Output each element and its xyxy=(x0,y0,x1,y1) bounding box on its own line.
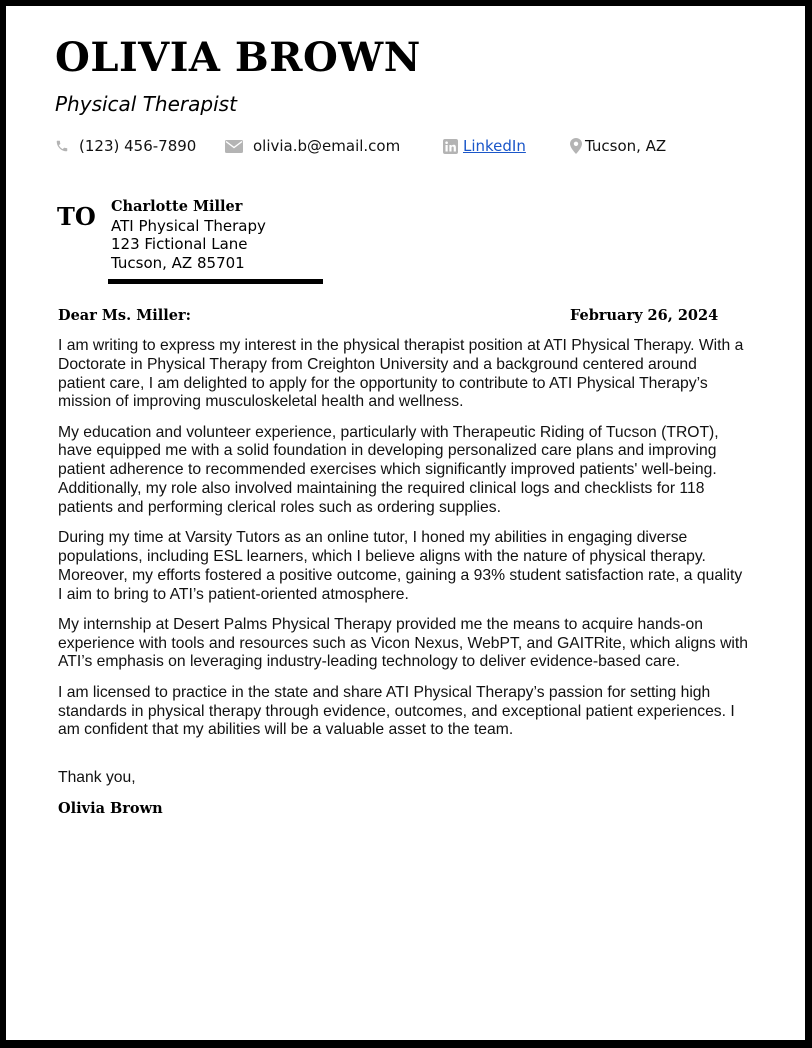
recipient-name: Charlotte Miller xyxy=(111,198,243,215)
closing: Thank you, xyxy=(58,769,136,786)
email-address: olivia.b@email.com xyxy=(253,137,401,155)
contact-linkedin[interactable] xyxy=(443,135,526,157)
signature-name: Olivia Brown xyxy=(58,800,163,817)
applicant-name: OLIVIA BROWN xyxy=(55,34,421,81)
applicant-title: Physical Therapist xyxy=(55,92,237,116)
location-text: Tucson, AZ xyxy=(585,137,667,155)
map-pin-icon xyxy=(570,138,582,154)
body-paragraph: I am licensed to practice in the state and share ATI Physical Therapy’s passion for setting high standards in physical therapy through evidence, outcomes, and exceptional patient experiences. I am confident that my abilities will be a valuable asset to the team. xyxy=(58,683,735,739)
to-label: TO xyxy=(57,202,96,231)
phone-number: (123) 456-7890 xyxy=(79,137,197,155)
body-paragraph: My education and volunteer experience, particularly with Therapeutic Riding of Tucson (TROT), have equipped me with a solid foundation in developing personalized care plans and improving patient adherence to recommended exercises which significantly improved patients' well-being. Additionally, my role also involved maintaining the required clinical logs and checklists for 118 patients and performing clerical roles such as ordering supplies. xyxy=(58,423,719,516)
envelope-icon xyxy=(225,140,243,153)
letter-body xyxy=(58,337,748,752)
contact-phone xyxy=(55,135,196,157)
body-paragraph: During my time at Varsity Tutors as an online tutor, I honed my abilities in engaging diverse populations, including ESL learners, which I believe aligns with the nature of physical therapy. Moreover, my efforts fostered a positive outcome, gaining a 93% student satisfaction rate, a quality I aim to bring to ATI’s patient-oriented atmosphere. xyxy=(58,529,743,603)
recipient-address-line1: 123 Fictional Lane xyxy=(111,235,248,254)
recipient-company: ATI Physical Therapy xyxy=(111,216,266,235)
letter-date: February 26, 2024 xyxy=(570,307,719,324)
contact-email xyxy=(225,135,400,157)
cover-letter-page xyxy=(6,6,805,1040)
contact-location xyxy=(570,135,666,157)
linkedin-link[interactable]: LinkedIn xyxy=(463,137,526,155)
body-paragraph: I am writing to express my interest in the physical therapist position at ATI Physical Therapy. With a Doctorate in Physical Therapy from Creighton University and a background centered around patient care, I am delighted to apply for the opportunity to contribute to ATI Physical Therapy’s mission of improving musculoskeletal health and wellness. xyxy=(58,337,744,411)
body-paragraph: My internship at Desert Palms Physical Therapy provided me the means to acquire hands-on experience with tools and resources such as Vicon Nexus, WebPT, and GAITRite, which aligns with ATI’s emphasis on leveraging industry-leading technology to deliver evidence-based care. xyxy=(58,615,749,671)
linkedin-icon xyxy=(443,139,458,154)
recipient-divider xyxy=(108,279,323,284)
recipient-block xyxy=(111,198,266,273)
recipient-address-line2: Tucson, AZ 85701 xyxy=(111,254,245,273)
phone-icon xyxy=(55,139,69,153)
greeting: Dear Ms. Miller: xyxy=(58,307,191,324)
